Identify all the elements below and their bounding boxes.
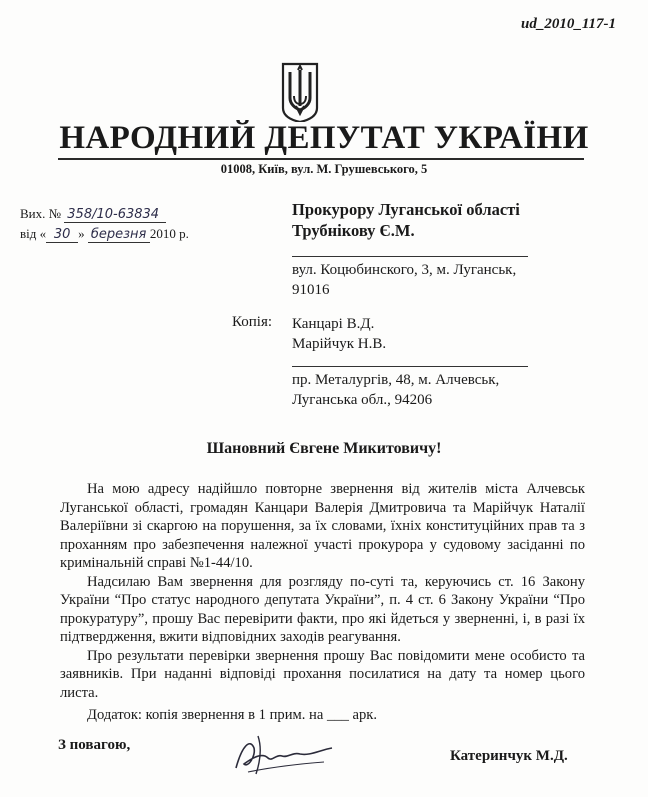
outgoing-date [20,226,189,243]
copy-label: Копія: [232,314,273,330]
recipient-address [292,260,516,300]
date-day: 30 [46,227,78,243]
copy-divider [292,366,528,367]
date-mid: » [78,226,85,241]
date-month: березня [88,227,150,243]
closing: З повагою, [58,737,131,753]
date-suffix: 2010 р. [149,226,189,241]
header-divider [58,158,584,160]
recipient-address-line-2: 91016 [292,282,330,298]
copy-address [292,370,499,410]
paragraph-1: На мою адресу надійшло повторне звернення від жителів міста Алчевськ Луганської області, громадян Канцари Валерія Дмитровича та Марійчук Наталії Валеріївни зі скаргою на порушення, за їх словами, їхніх конституційних прав та з проханням про забезпечення належної участі прокурора у судовому засіданні по кримінальній справі №1-44/10. [60,481,585,571]
date-prefix: від « [20,226,47,241]
attachment-note: Додаток: копія звернення в 1 прим. на ___ арк. [87,707,378,723]
document-id: ud_2010_117-1 [520,16,616,32]
trident-emblem-icon [279,62,321,122]
outgoing-number [20,206,166,223]
greeting: Шановний Євгене Микитовичу! [206,440,442,457]
page-title: НАРОДНИЙ ДЕПУТАТ УКРАЇНИ [59,120,589,156]
recipient-line-2: Трубнікову Є.М. [292,221,415,240]
copy-address-line-2: Луганська обл., 94206 [292,392,433,408]
paragraph-3: Про результати перевірки звернення прошу Вас повідомити мене особисто та заявників. При наданні відповіді прохання посилатися на дату та номер цього листа. [60,647,585,701]
signer-name: Катеринчук М.Д. [450,748,568,764]
sender-address: 01008, Київ, вул. М. Грушевського, 5 [220,162,428,176]
copy-name-1: Канцарі В.Д. [292,316,375,332]
handwritten-signature-icon [228,728,338,778]
recipient-line-1: Прокурору Луганської області [292,200,520,219]
copy-address-line-1: пр. Металургів, 48, м. Алчевськ, [292,372,500,388]
paragraph-2: Надсилаю Вам звернення для розгляду по-суті та, керуючись ст. 16 Закону України “Про статус народного депутата України”, п. 4 ст. 6 Закону України “Про прокуратуру”, прошу Вас перевірити факти, про які йдеться у зверненні, і, в разі їх підтвердження, вжити відповідних заходів реагування. [60,573,585,645]
outgoing-number-label: Вих. № [20,206,62,221]
copy-names [292,314,386,354]
copy-name-2: Марійчук Н.В. [292,336,387,352]
recipient-divider [292,256,528,257]
letter-body [60,480,585,725]
outgoing-number-value: 358/10-63834 [64,207,166,223]
recipient-address-line-1: вул. Коцюбинского, 3, м. Луганськ, [292,262,517,278]
recipient-block [292,199,520,241]
